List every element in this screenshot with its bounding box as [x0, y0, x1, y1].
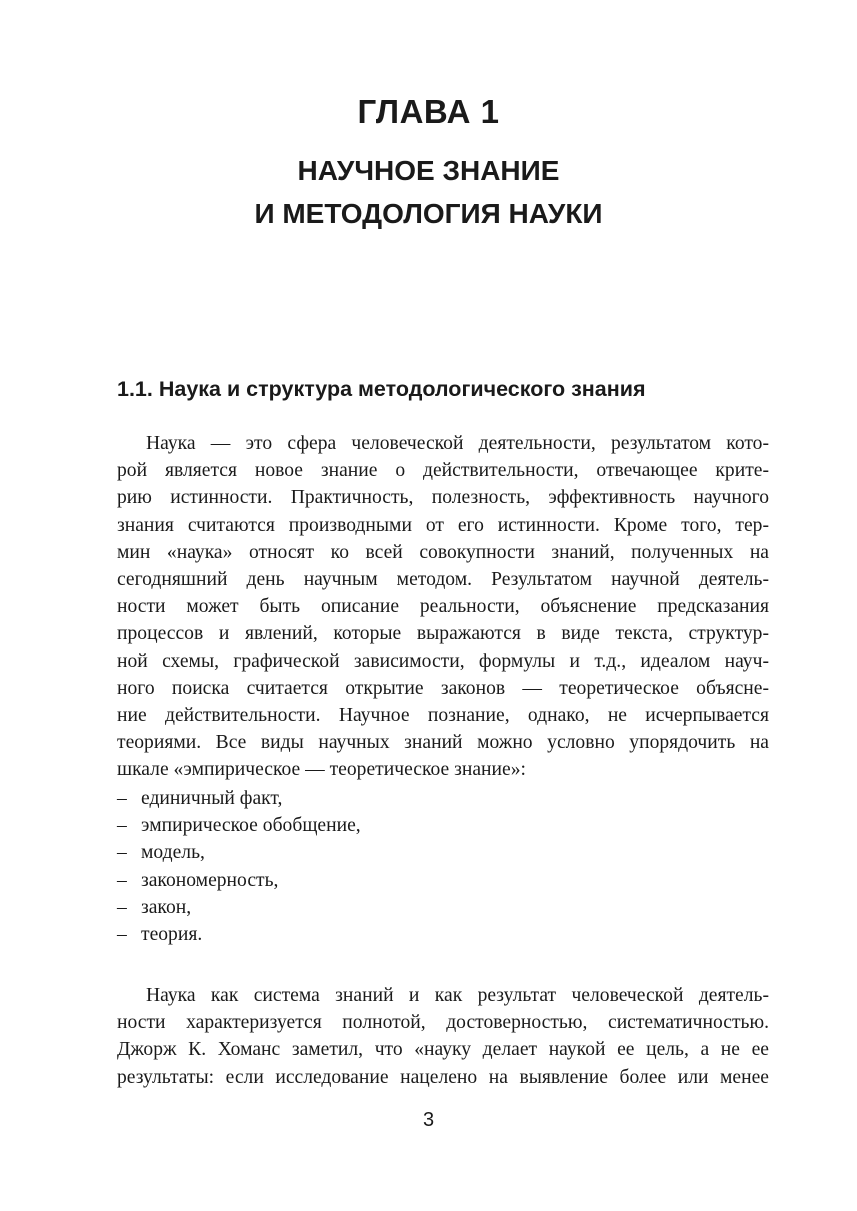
text-line: мин «наука» относят ко всей совокупности знаний, полученных на	[117, 541, 769, 563]
chapter-label: ГЛАВА 1	[357, 93, 500, 130]
text-line: ной схемы, графической зависимости, формулы и т.д., идеалом науч-	[117, 650, 769, 672]
text-line: рию истинности. Практичность, полезность, эффективность научного	[117, 487, 769, 509]
list-item	[117, 839, 361, 866]
list-item-text: теория.	[141, 924, 203, 946]
list-marker: –	[117, 842, 127, 864]
text-line: процессов и явлений, которые выражаются в виде текста, структур-	[117, 623, 769, 645]
chapter-title-line: НАУЧНОЕ ЗНАНИЕ	[297, 155, 560, 186]
text-line: ности характеризуется полнотой, достоверностью, систематичностью.	[117, 1012, 769, 1034]
body-paragraph-1	[117, 430, 769, 784]
chapter-title	[0, 149, 857, 235]
text-line: сегодняшний день научным методом. Результатом научной деятель-	[117, 569, 769, 591]
list-item	[117, 894, 361, 921]
chapter-title-line: И МЕТОДОЛОГИЯ НАУКИ	[254, 198, 603, 229]
text-line: рой является новое знание о действительности, отвечающее крите-	[117, 460, 769, 482]
section-heading: 1.1. Наука и структура методологического знания	[117, 377, 646, 401]
list-item	[117, 812, 361, 839]
text-line: теориями. Все виды научных знаний можно условно упорядочить на	[117, 732, 769, 754]
list-item	[117, 867, 361, 894]
list-item	[117, 785, 361, 812]
text-line: Наука — это сфера человеческой деятельности, результатом кото-	[146, 433, 769, 454]
text-line: шкале «эмпирическое — теоретическое знание»:	[117, 759, 526, 781]
body-paragraph-2	[117, 982, 769, 1091]
text-line: ности может быть описание реальности, объяснение предсказания	[117, 596, 769, 618]
list-marker: –	[117, 788, 127, 809]
list-item-text: единичный факт,	[141, 788, 283, 809]
knowledge-types-list	[117, 785, 361, 948]
text-line: знания считаются производными от его истинности. Кроме того, тер-	[117, 514, 769, 536]
text-line: результаты: если исследование нацелено на выявление более или менее	[117, 1066, 769, 1088]
list-item-text: модель,	[141, 842, 205, 864]
list-item-text: закономерность,	[141, 869, 279, 891]
list-item-text: эмпирическое обобщение,	[141, 815, 361, 837]
list-marker: –	[117, 815, 127, 837]
list-item-text: закон,	[141, 896, 192, 918]
list-marker: –	[117, 924, 127, 946]
text-line: ние действительности. Научное познание, однако, не исчерпывается	[117, 705, 769, 727]
text-line: ного поиска считается открытие законов — теоретическое объясне-	[117, 677, 769, 699]
text-line: Наука как система знаний и как результат человеческой деятель-	[146, 985, 769, 1006]
list-marker: –	[117, 896, 127, 918]
list-marker: –	[117, 869, 127, 891]
text-line: Джорж К. Хоманс заметил, что «науку делает наукой ее цель, а не ее	[117, 1039, 769, 1061]
page-number: 3	[422, 1109, 435, 1131]
list-item	[117, 921, 361, 948]
